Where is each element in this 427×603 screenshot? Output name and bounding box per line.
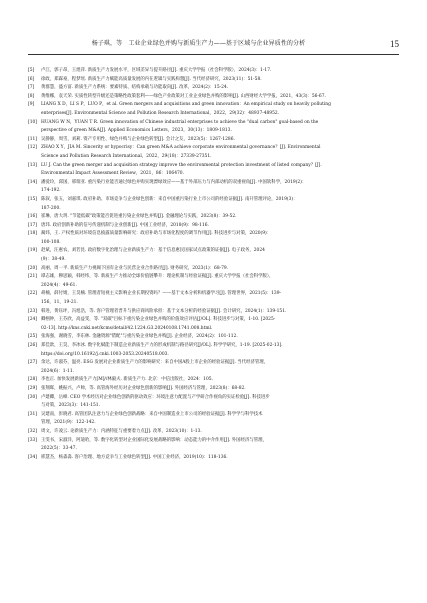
reference-entry: [28, 196, 395, 213]
reference-line: 张翔晖，姚振兴，卢帅，等. 高管海外经历对企业绿色创新的影响[J]. 外国经济与管理，2023(8)：68-82.: [41, 385, 246, 391]
reference-entry: [28, 119, 395, 136]
reference-text: [41, 265, 395, 274]
reference-line: enterprises[J]. Environmental Science and Pollution Research International，2022，29(32)：48937-48952.: [41, 110, 280, 116]
reference-line: Science and Pollution Research International，2022，29(18)：27339-27351.: [41, 153, 212, 159]
reference-entry: [28, 385, 395, 394]
reference-entry: [28, 76, 395, 85]
reference-line: 徐政，郑霖豪，程梦瑶. 新质生产力赋能高质量发展的内在逻辑与实践构想[J]. 当代经济研究，2023(11)：51-58.: [41, 76, 262, 82]
reference-line: 156，11，19-21.: [41, 300, 78, 306]
reference-number: [8]: [28, 93, 35, 99]
reference-number: [26]: [28, 343, 38, 348]
reference-line: 赵斌，汪惠农，刘若昆. 政府数字化治理与企业新质生产力：基于信息惠民国家试点政策的证据[J]. 电子政务，2024: [41, 248, 265, 254]
reference-line: 崔琳，唐大玥. "节能低碳"政策能否促进重污染企业绿色并购[J]. 金融理论与实践，2023(8)：39-52.: [41, 214, 237, 220]
reference-text: [41, 376, 395, 385]
reference-line: 100-108.: [41, 239, 61, 245]
reference-line: LU J. Can the green merger and acquisition strategy improve the environmental protection investment of listed company？[J].: [41, 162, 322, 168]
reference-line: 蔺炜，王. 产权性质对环境信息披露质量影响研究：政府补助与市场化程度的调节作用[J]. 科技进步与对策，2020(9)：: [41, 231, 272, 237]
reference-entry: [28, 273, 395, 290]
reference-number: [16]: [28, 214, 38, 220]
reference-line: 与对策，2023(3)：141-151.: [41, 403, 100, 409]
reference-entry: [28, 222, 395, 231]
reference-line: 韩进，黄钰坪，冯旭浩，等. 客户管理者晋升与供应商风险承担：基于文本分析的经验证据[J]. 会计研究，2024(1)：139-151.: [41, 308, 287, 314]
reference-line: 高丽，周一平. 新质生产力视阈下国有企业与民营企业合作路径[J]. 财务研究，2023(1)：68-79.: [41, 265, 229, 271]
reference-entry: [28, 162, 395, 179]
reference-entry: [28, 411, 395, 428]
reference-number: [29]: [28, 385, 38, 391]
reference-entry: [28, 67, 395, 76]
reference-line: 张海强，谢晓雪，李东林. 金融资源"错配"与重污染企业绿色并购[J]. 企业经济，2024(2)：101-112.: [41, 334, 238, 340]
reference-line: ZHAO X Y，JIA M. Sincerity or hypocrisy：Can green M&A achieve corporate environmental governance？[J]. Environmental: [41, 145, 321, 151]
reference-text: [41, 290, 395, 307]
page-number: 15: [390, 39, 399, 49]
reference-entry: [28, 213, 395, 222]
reference-number: [15]: [28, 196, 38, 202]
reference-line: LIANG X D，LI S P，LUO P，et al. Green mergers and acquisitions and green innovation：An empirical study on heavily polluting: [41, 102, 331, 108]
reference-number: [11]: [28, 136, 38, 142]
reference-line: 李也正. 加快发展新质生产力[M]//林毅夫. 新质生产力. 北京：中信出版社，2024：105.: [41, 377, 213, 383]
reference-text: [41, 316, 395, 333]
reference-text: [41, 437, 395, 454]
reference-text: [41, 222, 395, 231]
reference-number: [22]: [28, 291, 38, 297]
reference-list: [28, 67, 395, 462]
reference-text: [41, 119, 395, 136]
reference-number: [34]: [28, 454, 38, 460]
reference-entry: [28, 179, 395, 196]
reference-text: [41, 76, 395, 85]
reference-line: https://doi.org/10.16192/j.cnki.1003-2053.20240518.003.: [41, 351, 169, 357]
reference-line: 187-200.: [41, 205, 61, 211]
reference-entry: [28, 437, 395, 454]
reference-entry: [28, 247, 395, 264]
reference-number: [18]: [28, 231, 38, 237]
reference-line: 唐玮. 政府创新补助的信号传递机制与企业创新[J]. 中国工业经济，2018(9)：98-116.: [41, 222, 209, 228]
reference-text: [41, 394, 395, 411]
reference-number: [9]: [28, 102, 35, 108]
reference-line: 卢建卿，岳峰. CEO 学术经历对企业绿色创新的驱动效应：环境注意力配置与产学研合作视角的实证检验[J]. 科技进步: [41, 394, 270, 400]
reference-text: [41, 196, 395, 213]
reference-line: perspective of green M&A[J]. Applied Economics Letters，2023，30(13)：1809-1813.: [41, 128, 232, 134]
reference-number: [33]: [28, 437, 38, 443]
reference-number: [14]: [28, 179, 38, 185]
reference-line: 陈叙，张五，刘嘉琪. 政府补助、市场竞争与企业绿色创新：来自中国重污染行业上市公司的经验证据[J]. 南开管理评论，2019(3)：: [41, 196, 298, 202]
reference-text: [41, 342, 395, 359]
reference-line: 胡楠，薛付婧，王昊楠. 管理者短视主义影响企业长期投资吗？——基于文本分析和机器学习[J]. 管理世界，2021(5)：139-: [41, 291, 281, 297]
reference-number: [12]: [28, 145, 38, 151]
reference-text: [41, 359, 395, 376]
reference-line: 周文，许凌云. 论新质生产力：内涵特征与重要着力点[J]. 改革，2023(10)：1-13.: [41, 428, 202, 434]
reference-number: [27]: [28, 360, 38, 366]
reference-entry: [28, 144, 395, 161]
reference-entry: [28, 308, 395, 317]
reference-number: [24]: [28, 317, 38, 323]
reference-entry: [28, 376, 395, 385]
reference-text: [41, 162, 395, 179]
reference-entry: [28, 394, 395, 411]
reference-number: [5]: [28, 68, 35, 73]
reference-text: [41, 411, 395, 428]
reference-entry: [28, 454, 395, 463]
reference-line: 王雯书，宋淑洋，阿迪哈，等. 数字化转型对企业国际化发展战略的影响：动态能力的中介作用[J]. 外国经济与管理，: [41, 437, 267, 443]
reference-entry: [28, 84, 395, 93]
reference-line: 2024(6)：1-11.: [41, 368, 75, 374]
reference-line: 郑佳歆，王昊，李冰冰. 数字化赋能下制造企业新质生产力的形成机制与路径研究[J/OL]. 科学学研究，1-19. [2025-02-13].: [41, 343, 283, 348]
reference-entry: [28, 265, 395, 274]
reference-line: 卿栩钟，王芬欣，高益雯，等. "双碳"目标下重污染企业绿色并购的价值效应评估[J/OL]. 科技进步与对策，1-10. [2025-: [41, 317, 276, 323]
reference-line: 吴建南，彭晓君. 高管团队注意力与企业绿色创新战略：来自中国制造业上市公司的经验证据[J]. 科学学与科学技术: [41, 411, 263, 417]
reference-line: (9)：38-49.: [41, 257, 66, 263]
reference-number: [20]: [28, 265, 38, 271]
reference-number: [32]: [28, 428, 38, 434]
reference-line: 吴静静，周雪，刘莉. 资产专用性、绿色并购与企业绿色转型[J]. 会计之友，2023(5)：1267-1286.: [41, 136, 235, 142]
reference-text: [41, 93, 395, 102]
reference-entry: [28, 136, 395, 145]
reference-number: [13]: [28, 162, 38, 168]
reference-text: [41, 333, 395, 342]
reference-text: [41, 273, 395, 290]
reference-line: 黄维娜，袁天荣. 实质性转型升级还是策略性政策套利——绿色产业政策对工业企业绿色并购的影响[J]. 山西财经大学学报，2021，43(3)：56-67.: [41, 93, 326, 99]
reference-number: [25]: [28, 334, 38, 340]
reference-line: 管理，2021(9)：122-142.: [41, 420, 96, 426]
reference-number: [28]: [28, 377, 38, 383]
reference-line: 黄群慧，盛方富. 新质生产力系统：要素特质、结构承载与功能取向[J]. 改革，2024(2)：15-24.: [41, 85, 229, 91]
reference-text: [41, 144, 395, 161]
reference-line: 邢慧杰，杨淼淼. 客户治理、地方竞争与工业绿色转型[J]. 中国工业经济，2019(10)：118-136.: [41, 454, 228, 460]
running-header: [28, 40, 399, 55]
reference-line: HUANG W N，YUAN T R. Green innovation of Chinese industrial enterprises to achieve the "dual carbon" goal-based on the: [41, 119, 319, 125]
reference-entry: [28, 428, 395, 437]
running-header-title: 杨子琪，等 工业企业绿色并购与新质生产力——基于区域与企业异质性的分析: [91, 40, 306, 47]
reference-number: [6]: [28, 76, 35, 82]
reference-text: [41, 67, 395, 76]
reference-number: [30]: [28, 394, 38, 400]
reference-entry: [28, 290, 395, 307]
reference-text: [41, 454, 395, 463]
reference-text: [41, 428, 395, 437]
reference-entry: [28, 359, 395, 376]
reference-number: [31]: [28, 411, 38, 417]
reference-text: [41, 84, 395, 93]
reference-text: [41, 230, 395, 247]
reference-number: [23]: [28, 308, 38, 314]
reference-number: [19]: [28, 248, 38, 254]
reference-entry: [28, 316, 395, 333]
reference-entry: [28, 333, 395, 342]
reference-number: [17]: [28, 222, 38, 228]
reference-line: 02-13]. http://kns.cnki.net/kcms/detail/42.1224.G3.20240108.1741.008.html.: [41, 325, 213, 331]
reference-entry: [28, 101, 395, 118]
reference-line: 卢江，郭子昂，王煜萍. 新质生产力发展水平，区域差异与提升路径[J]. 重庆大学学报（社会科学版），2024(3)：1-17.: [41, 68, 272, 73]
reference-entry: [28, 230, 395, 247]
reference-number: [10]: [28, 119, 38, 125]
reference-entry: [28, 342, 395, 359]
reference-number: [21]: [28, 274, 38, 280]
reference-text: [41, 308, 395, 317]
reference-number: [7]: [28, 85, 35, 91]
reference-line: 2024(4)：49-61.: [41, 282, 77, 288]
reference-text: [41, 101, 395, 118]
reference-text: [41, 385, 395, 394]
reference-text: [41, 136, 395, 145]
reference-entry: [28, 93, 395, 102]
reference-line: Environmental Impact Assessment Review，2021，86：106470.: [41, 171, 184, 177]
reference-text: [41, 247, 395, 264]
reference-text: [41, 213, 395, 222]
reference-text: [41, 179, 395, 196]
reference-line: 174-192.: [41, 188, 61, 194]
reference-line: 余达，许淑芬，温亮. ESG 发展对企业新质生产力的影响研究：来自中国A股上市企业的经验证据[J]. 当代经济管理，: [41, 360, 269, 366]
reference-line: 2022(5)：33-47.: [41, 446, 77, 452]
reference-line: 谭志雄，穆思颖，韩经纬，等. 新质生产力推动全球价值链攀升：理论机制与经验证据[J]. 重庆大学学报（社会科学版），: [41, 274, 274, 280]
reference-line: 潘爱玲，邱国，邢瑞亚. 重污染行业能否通过绿色并购实现漂绿效应——基于外部压力与内部动机的双重视角[J]. 中国软科学，2019(2)：: [41, 179, 307, 185]
